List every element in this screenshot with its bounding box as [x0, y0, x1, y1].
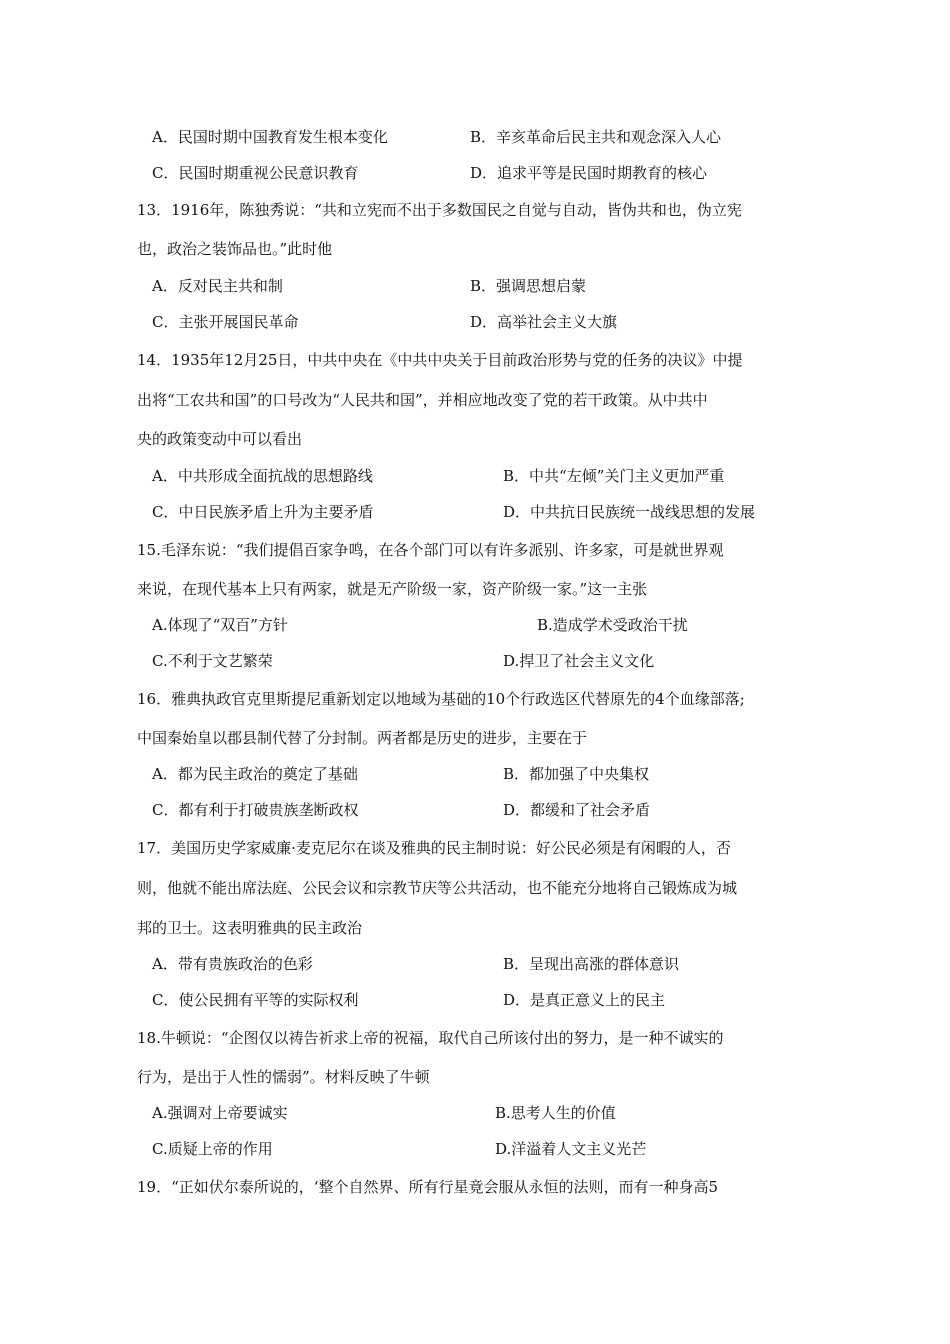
q18-option-a: A.强调对上帝要诚实: [152, 1104, 288, 1122]
q18-stem-line-1: 18.牛顿说：“企图仅以祷告祈求上帝的祝福，取代自己所该付出的努力，是一种不诚实的: [137, 1029, 724, 1047]
q13-option-c: C．主张开展国民革命: [152, 313, 299, 331]
q14-option-a: A．中共形成全面抗战的思想路线: [152, 467, 373, 485]
q18-stem-line-2: 行为，是出于人性的懦弱”。材料反映了牛顿: [137, 1068, 430, 1086]
q14-stem-line-3: 央的政策变动中可以看出: [137, 430, 303, 448]
q17-stem-line-3: 邦的卫士。这表明雅典的民主政治: [137, 919, 363, 937]
q13-stem-line-1: 13．1916年，陈独秀说：“共和立宪而不出于多数国民之自觉与自动，皆伪共和也，伪立宪: [137, 201, 742, 219]
q14-option-b: B．中共“左倾”关门主义更加严重: [503, 467, 725, 485]
q16-option-c: C．都有利于打破贵族垄断政权: [152, 801, 359, 819]
q17-stem-line-2: 则，他就不能出席法庭、公民会议和宗教节庆等公共活动，也不能充分地将自己锻炼成为城: [137, 879, 738, 897]
q15-option-c: C.不利于文艺繁荣: [152, 652, 273, 670]
q12-option-b: B．辛亥革命后民主共和观念深入人心: [470, 128, 722, 146]
q15-stem-line-1: 15.毛泽东说：“我们提倡百家争鸣，在各个部门可以有许多派别、许多家，可是就世界观: [137, 541, 724, 559]
q13-stem-line-2: 也，政治之装饰品也。”此时他: [137, 240, 333, 258]
q18-option-c: C.质疑上帝的作用: [152, 1140, 273, 1158]
q14-stem-line-1: 14．1935年12月25日，中共中央在《中共中央关于目前政治形势与党的任务的决议》中提: [137, 351, 743, 369]
q15-option-b: B.造成学术受政治干扰: [537, 616, 688, 634]
q17-option-d: D．是真正意义上的民主: [503, 991, 666, 1009]
q17-option-b: B．呈现出高涨的群体意识: [503, 955, 680, 973]
q15-option-a: A.体现了“双百”方针: [152, 616, 288, 634]
q16-option-a: A．都为民主政治的奠定了基础: [152, 765, 358, 783]
q13-option-b: B．强调思想启蒙: [470, 277, 587, 295]
q17-option-c: C．使公民拥有平等的实际权利: [152, 991, 359, 1009]
q12-option-d: D．追求平等是民国时期教育的核心: [470, 164, 708, 182]
q18-option-d: D.洋溢着人文主义光芒: [495, 1140, 647, 1158]
q12-option-a: A．民国时期中国教育发生根本变化: [152, 128, 388, 146]
q14-stem-line-2: 出将“工农共和国”的口号改为“人民共和国”，并相应地改变了党的若干政策。从中共中: [137, 391, 708, 409]
q14-option-c: C．中日民族矛盾上升为主要矛盾: [152, 503, 374, 521]
q16-option-b: B．都加强了中央集权: [503, 765, 650, 783]
q15-stem-line-2: 来说，在现代基本上只有两家，就是无产阶级一家，资产阶级一家。”这一主张: [137, 580, 648, 598]
q19-stem-line-1: 19．“正如伏尔泰所说的，‘整个自然界、所有行星竟会服从永恒的法则，而有一种身高5: [137, 1178, 719, 1196]
q13-option-d: D．高举社会主义大旗: [470, 313, 618, 331]
q18-option-b: B.思考人生的价值: [495, 1104, 616, 1122]
q12-option-c: C．民国时期重视公民意识教育: [152, 164, 359, 182]
q13-option-a: A．反对民主共和制: [152, 277, 283, 295]
q17-stem-line-1: 17．美国历史学家威廉·麦克尼尔在谈及雅典的民主制时说：好公民必须是有闲暇的人，否: [137, 839, 731, 857]
q14-option-d: D．中共抗日民族统一战线思想的发展: [503, 503, 756, 521]
q16-option-d: D．都缓和了社会矛盾: [503, 801, 651, 819]
q16-stem-line-1: 16．雅典执政官克里斯提尼重新划定以地域为基础的10个行政选区代替原先的4个血缘部落;: [137, 690, 745, 708]
q16-stem-line-2: 中国秦始皇以郡县制代替了分封制。两者都是历史的进步，主要在于: [137, 729, 588, 747]
q15-option-d: D.捍卫了社会主义文化: [503, 652, 655, 670]
q17-option-a: A．带有贵族政治的色彩: [152, 955, 313, 973]
